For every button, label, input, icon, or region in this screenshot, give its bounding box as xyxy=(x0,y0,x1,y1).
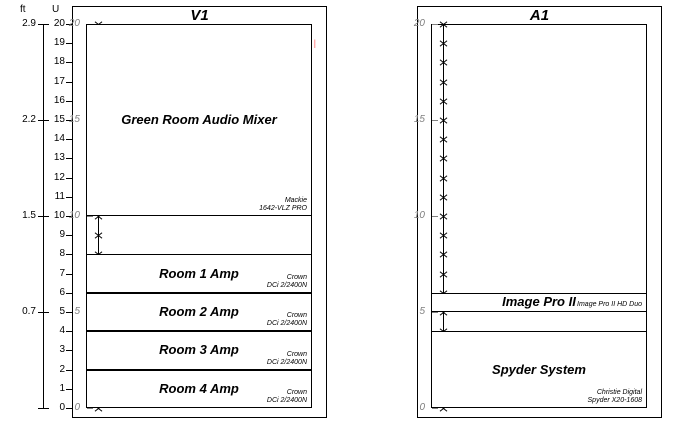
ruler-u-value: 12 xyxy=(53,171,65,183)
device-meta-line: Mackie xyxy=(284,197,307,204)
ruler-u-value: 16 xyxy=(53,94,65,106)
ruler-u-value: 17 xyxy=(53,75,65,87)
rack-v1-title: V1 xyxy=(190,7,209,24)
ruler-u-value: 13 xyxy=(53,152,65,164)
device-meta-line: Image Pro II HD Duo xyxy=(577,300,642,308)
rack-a1-uscale-tick xyxy=(432,24,438,25)
ruler-u-value: 14 xyxy=(53,133,65,145)
rack-v1-uscale-value: 10 xyxy=(68,210,80,221)
rack-a1-uscale-value: 15 xyxy=(413,114,425,125)
rack-a1-uscale-tick xyxy=(432,120,438,121)
rack-v1-uscale-tick xyxy=(87,408,93,409)
device-name: Image Pro II xyxy=(502,294,576,310)
device-meta-line: DCi 2/2400N xyxy=(266,320,307,328)
ruler-u-value: 1 xyxy=(59,382,65,394)
device-name: Room 2 Amp xyxy=(159,303,239,319)
rack-a1-uscale-value: 20 xyxy=(413,18,425,29)
ruler-ft-value: 0.7 xyxy=(22,306,36,317)
ruler-u-label: U xyxy=(52,4,60,15)
rack-v1-uscale-value: 20 xyxy=(68,18,80,29)
ruler-u-value: 8 xyxy=(59,248,65,260)
rack-a1-uscale-tick xyxy=(432,312,438,313)
ruler-u-value: 15 xyxy=(53,114,65,125)
ruler-u-value: 3 xyxy=(59,344,65,356)
rack-a1-uscale-tick xyxy=(432,408,438,409)
rack-v1-uscale-value: 0 xyxy=(74,402,80,413)
rack-v1-uscale-value: 15 xyxy=(68,114,80,125)
ruler-u-value: 6 xyxy=(59,286,65,298)
rack-a1-uscale-value: 0 xyxy=(419,402,425,413)
device-meta-line: Crown xyxy=(286,350,307,358)
device-meta-line: Crown xyxy=(286,273,307,281)
ruler-u-value: 0 xyxy=(59,402,65,413)
device-meta-line: Spyder X20-1608 xyxy=(587,396,642,404)
rack-v1-uscale-tick xyxy=(87,216,93,217)
device-name: Room 4 Amp xyxy=(159,380,239,396)
ruler-u-value: 19 xyxy=(53,37,65,49)
device-name: Room 1 Amp xyxy=(159,265,239,281)
device-meta xyxy=(267,351,307,367)
device-meta-line: DCi 2/2400N xyxy=(266,396,307,404)
device-meta xyxy=(267,389,307,405)
ruler-u-value: 5 xyxy=(59,306,65,317)
ruler-u-value: 11 xyxy=(54,190,65,202)
ruler-u-value: 4 xyxy=(59,325,65,337)
ruler-u-value: 20 xyxy=(53,18,65,29)
ruler-ft-label: ft xyxy=(20,4,26,15)
ruler-ft-value: 1.5 xyxy=(22,210,36,221)
device-meta xyxy=(588,389,642,405)
rack-a1-uscale-value: 10 xyxy=(413,210,425,221)
device-name: Spyder System xyxy=(492,361,586,377)
device-meta xyxy=(267,312,307,328)
ruler-u-value: 9 xyxy=(59,229,65,241)
rack-a1-uscale-tick xyxy=(432,216,438,217)
device-meta-line: Crown xyxy=(286,312,307,320)
device-meta xyxy=(259,197,307,213)
device-meta-line: DCi 2/2400N xyxy=(266,358,307,366)
device-rack-v1-4[interactable] xyxy=(87,370,311,408)
ruler-u-value: 2 xyxy=(59,363,65,375)
rack-v1-uscale-value: 5 xyxy=(74,306,80,317)
rack-a1-uscale-value: 5 xyxy=(419,306,425,317)
device-meta-line: DCi 2/2400N xyxy=(266,281,307,289)
device-name: Room 3 Amp xyxy=(159,342,239,358)
device-rack-v1-2[interactable] xyxy=(87,293,311,331)
device-meta xyxy=(577,301,642,309)
device-rack-v1-3[interactable] xyxy=(87,331,311,369)
rack-a1-title: A1 xyxy=(529,7,550,24)
device-rack-v1-1[interactable] xyxy=(87,254,311,292)
device-meta-line: Crown xyxy=(286,388,307,396)
device-meta-line: Christie Digital xyxy=(596,388,642,396)
ruler-u-value: 7 xyxy=(59,267,65,279)
device-rack-v1-0[interactable] xyxy=(87,24,311,216)
device-meta xyxy=(267,274,307,290)
device-name: Green Room Audio Mixer xyxy=(121,112,277,127)
device-rack-a1-1[interactable] xyxy=(432,331,646,408)
ruler-u-value: 10 xyxy=(53,210,65,221)
ruler-u-value: 18 xyxy=(53,56,65,68)
device-marker: | xyxy=(314,38,316,48)
device-meta-line: 1642-VLZ PRO xyxy=(259,205,307,212)
ruler-ft-value: 2.9 xyxy=(22,18,36,29)
device-rack-a1-0[interactable] xyxy=(432,293,646,312)
ruler-ft-value: 2.2 xyxy=(22,114,36,125)
